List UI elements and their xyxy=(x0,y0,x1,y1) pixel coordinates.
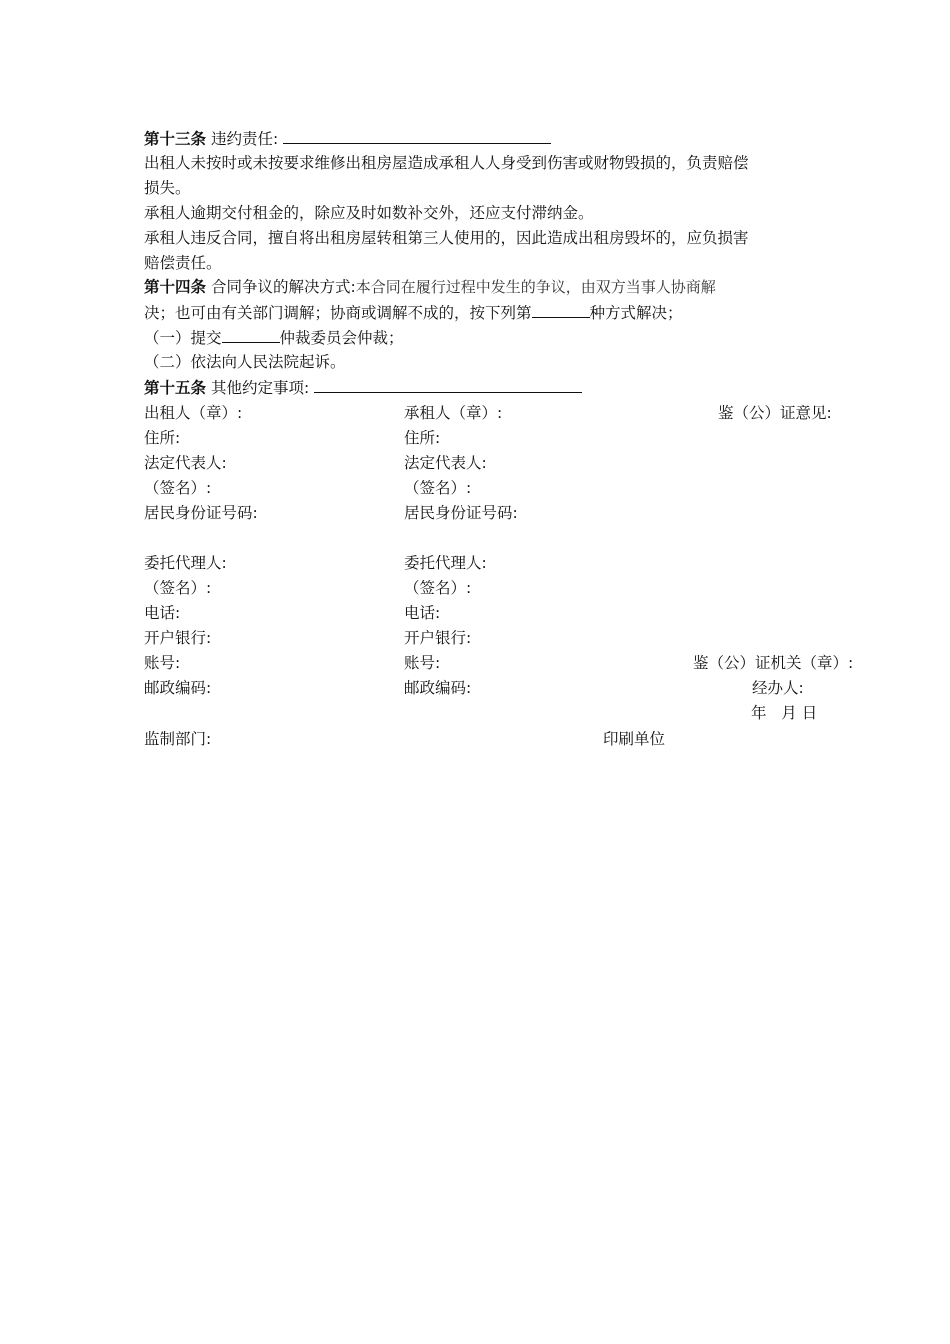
article-14-para-2 xyxy=(144,301,683,324)
article-13-title: 违约责任: xyxy=(210,130,279,148)
lessee-id-number: 居民身份证号码: xyxy=(404,504,518,522)
lessor-seal: 出租人（章）: xyxy=(144,404,243,422)
article-13-para-2: 承租人逾期交付租金的，除应及时如数补交外，还应支付滞纳金。 xyxy=(144,204,594,222)
article-15-title: 其他约定事项: xyxy=(210,379,310,397)
lessee-agent: 委托代理人: xyxy=(404,554,487,572)
method-number-blank xyxy=(532,301,590,318)
lessee-account: 账号: xyxy=(404,654,441,672)
article-15-blank-line xyxy=(314,376,582,393)
article-13-para-3a: 承租人违反合同，擅自将出租房屋转租第三人使用的，因此造成出租房毁坏的，应负损害 xyxy=(144,229,749,247)
arbitration-committee-blank xyxy=(222,326,280,343)
article-13-label: 第十三条 xyxy=(144,130,207,148)
lessor-phone: 电话: xyxy=(144,604,181,622)
lessor-sign-2: （签名）: xyxy=(144,579,212,597)
printing-unit: 印刷单位 xyxy=(603,730,666,748)
article-15-heading xyxy=(144,376,582,399)
article-14-option-2: （二）依法向人民法院起诉。 xyxy=(144,353,346,371)
lessor-id-number: 居民身份证号码: xyxy=(144,504,258,522)
lessor-postcode: 邮政编码: xyxy=(144,679,212,697)
article-14-para-2a: 决；也可由有关部门调解；协商或调解不成的，按下列第 xyxy=(144,304,532,322)
article-14-title: 合同争议的解决方式: xyxy=(210,278,356,296)
article-13-heading xyxy=(144,127,551,150)
lessee-sign-2: （签名）: xyxy=(404,579,472,597)
lessor-account: 账号: xyxy=(144,654,181,672)
article-13-para-3b: 赔偿责任。 xyxy=(144,254,222,272)
notary-date: 年 月 日 xyxy=(751,704,818,722)
notary-handler: 经办人: xyxy=(752,679,804,697)
notary-authority-seal: 鉴（公）证机关（章）: xyxy=(693,654,854,672)
lessee-phone: 电话: xyxy=(404,604,441,622)
article-14-heading xyxy=(144,276,716,298)
lessor-address: 住所: xyxy=(144,429,181,447)
lessor-agent: 委托代理人: xyxy=(144,554,227,572)
article-13-para-1b: 损失。 xyxy=(144,179,191,197)
article-13-blank-line xyxy=(283,127,551,144)
article-13-para-1a: 出租人未按时或未按要求维修出租房屋造成承租人人身受到伤害或财物毁损的，负责赔偿 xyxy=(144,154,749,172)
article-15-label: 第十五条 xyxy=(144,379,207,397)
option-1-prefix: （一）提交 xyxy=(144,329,222,347)
lessee-legal-rep: 法定代表人: xyxy=(404,454,487,472)
lessee-sign-1: （签名）: xyxy=(404,479,472,497)
supervising-department: 监制部门: xyxy=(144,730,212,748)
lessee-bank: 开户银行: xyxy=(404,629,472,647)
lessee-postcode: 邮政编码: xyxy=(404,679,472,697)
option-1-suffix: 仲裁委员会仲裁； xyxy=(279,329,404,347)
lessor-legal-rep: 法定代表人: xyxy=(144,454,227,472)
lessee-seal: 承租人（章）: xyxy=(404,404,503,422)
lessor-sign-1: （签名）: xyxy=(144,479,212,497)
article-14-para-2b: 种方式解决； xyxy=(589,304,683,322)
article-14-option-1 xyxy=(144,326,404,349)
article-14-label: 第十四条 xyxy=(144,278,207,296)
lessor-bank: 开户银行: xyxy=(144,629,212,647)
article-14-para-1: 本合同在履行过程中发生的争议，由双方当事人协商解 xyxy=(355,278,716,296)
notary-opinion: 鉴（公）证意见: xyxy=(718,404,832,422)
lessee-address: 住所: xyxy=(404,429,441,447)
